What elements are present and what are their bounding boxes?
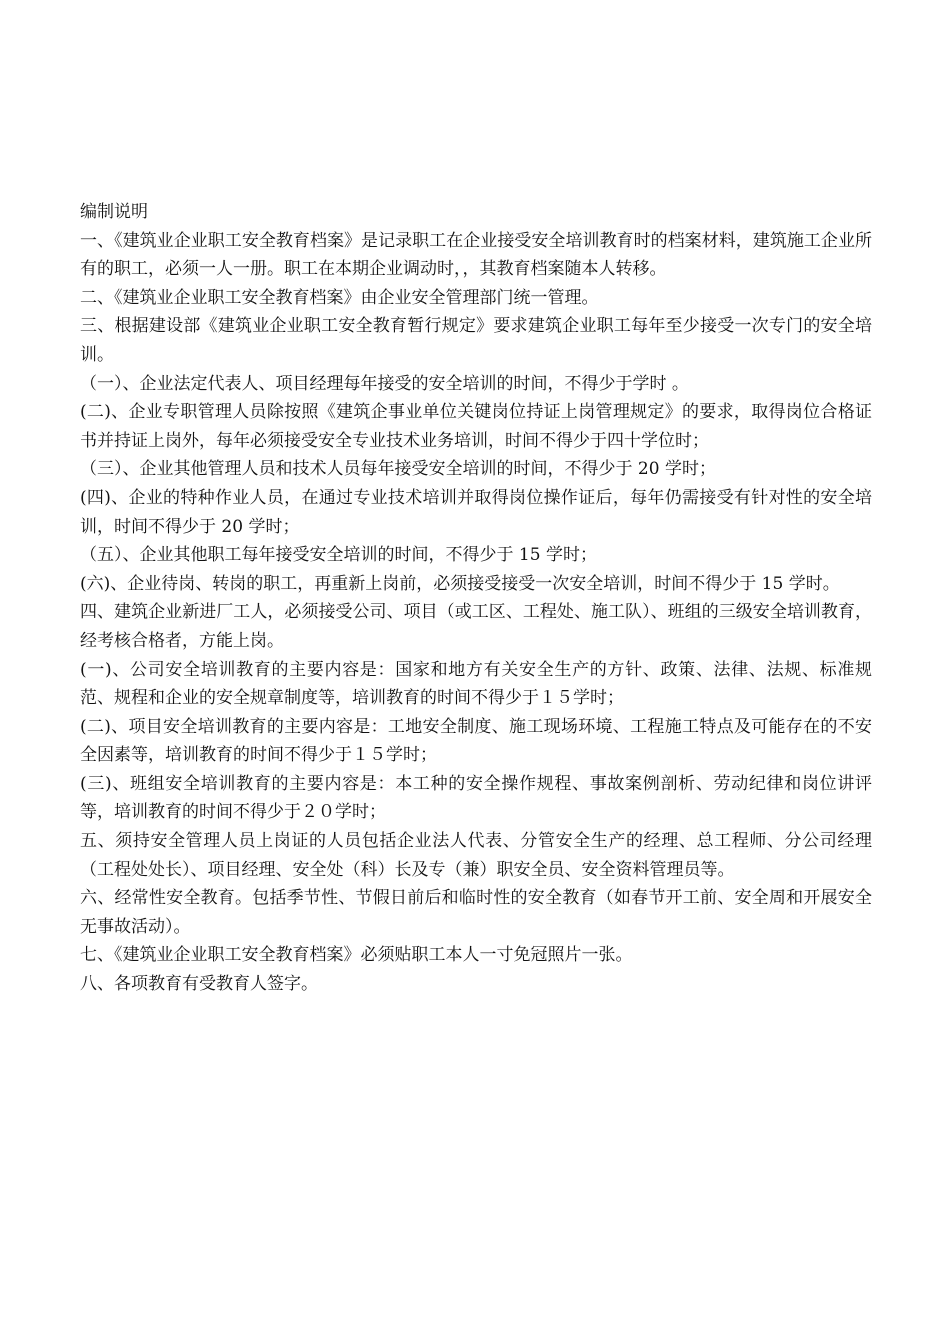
paragraph-7: 七、《建筑业企业职工安全教育档案》必须贴职工本人一寸免冠照片一张。 [80,945,633,966]
paragraph-3-1: （一）、企业法定代表人、项目经理每年接受的安全培训的时间，不得少于学时 。 [80,373,689,394]
document-title: 编制说明 [80,202,148,222]
paragraph-1: 一、《建筑业企业职工安全教育档案》是记录职工在企业接受安全培训教育时的档案材料，建筑施工企业所有的职工，必须一人一册。职工在本期企业调动时，，其教育档案随本人转移。 [80,230,872,280]
paragraph-3-3: （三）、企业其他管理人员和技术人员每年接受安全培训的时间，不得少于 20 学时； [80,459,716,480]
paragraph-4: 四、建筑企业新进厂工人，必须接受公司、项目（或工区、工程处、施工队）、班组的三级安全培训教育，经考核合格者，方能上岗。 [80,602,872,651]
document-body [80,198,872,999]
paragraph-4-1: (一)、公司安全培训教育的主要内容是：国家和地方有关安全生产的方针、政策、法律、法规、标准规范、规程和企业的安全规章制度等，培训教育的时间不得少于１５学时； [80,659,872,709]
paragraph-3-6: (六)、企业待岗、转岗的职工，再重新上岗前，必须接受接受一次安全培训，时间不得少于 15 学时。 [80,573,840,594]
paragraph-6: 六、经常性安全教育。包括季节性、节假日前后和临时性的安全教育（如春节开工前、安全周和开展安全无事故活动）。 [80,888,872,937]
paragraph-3-4: (四)、企业的特种作业人员，在通过专业技术培训并取得岗位操作证后，每年仍需接受有针对性的安全培训，时间不得少于 20 学时； [80,487,872,537]
paragraph-4-3: (三)、班组安全培训教育的主要内容是：本工种的安全操作规程、事故案例剖析、劳动纪律和岗位讲评等，培训教育的时间不得少于２０学时； [80,773,872,823]
paragraph-3-5: （五）、企业其他职工每年接受安全培训的时间，不得少于 15 学时； [80,545,597,566]
paragraph-8: 八、各项教育有受教育人签字。 [80,974,318,995]
paragraph-3-2: (二)、企业专职管理人员除按照《建筑企事业单位关键岗位持证上岗管理规定》的要求，取得岗位合格证书并持证上岗外，每年必须接受安全专业技术业务培训，时间不得少于四十学位时； [80,402,872,451]
paragraph-4-2: (二)、项目安全培训教育的主要内容是：工地安全制度、施工现场环境、工程施工特点及可能存在的不安全因素等，培训教育的时间不得少于１５学时； [80,716,872,766]
paragraph-5: 五、须持安全管理人员上岗证的人员包括企业法人代表、分管安全生产的经理、总工程师、分公司经理（工程处处长）、项目经理、安全处（科）长及专（兼）职安全员、安全资料管理员等。 [80,831,872,880]
paragraph-3: 三、根据建设部《建筑业企业职工安全教育暂行规定》要求建筑企业职工每年至少接受一次专门的安全培训。 [80,316,872,365]
paragraph-2: 二、《建筑业企业职工安全教育档案》由企业安全管理部门统一管理。 [80,287,599,308]
